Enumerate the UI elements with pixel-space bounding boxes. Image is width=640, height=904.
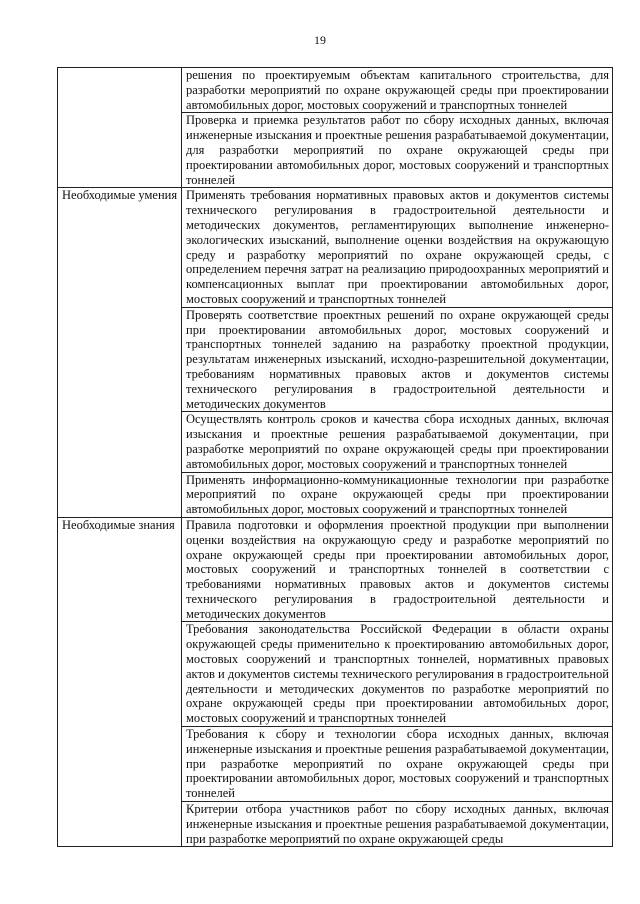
row-text: решения по проектируемым объектам капитального строительства, для разработки мероприятий по охране окружающей среды при проектировании автомобильных дорог, мостовых сооружений и транспортных тоннелей [182, 68, 613, 113]
row-label [58, 802, 182, 847]
row-text: Правила подготовки и оформления проектной продукции при выполнении оценки воздействия на окружающую среду и разработке мероприятий по охране окружающей среды при проектировании автомобильных дорог, мостовых сооружений и транспортных тоннелей в соответствии с требованиями нормативных правовых актов и документов системы технического регулирования в градостроительной деятельности и методических документов [182, 517, 613, 622]
row-text: Проверка и приемка результатов работ по сбору исходных данных, включая инженерные изыскания и проектные решения разрабатываемой документации, для разработки мероприятий по охране окружающей среды при проектировании автомобильных дорог, мостовых сооружений и транспортных тоннелей [182, 113, 613, 188]
page-number: 19 [314, 33, 326, 47]
table-row [58, 412, 613, 472]
row-label-knowledge: Необходимые знания [58, 517, 182, 622]
table-row [58, 622, 613, 727]
row-label [58, 472, 182, 517]
row-label [58, 113, 182, 188]
table-row [58, 113, 613, 188]
competency-table [57, 67, 613, 847]
row-text: Применять информационно-коммуникационные технологии при разработке мероприятий по охране окружающей среды при проектировании автомобильных дорог, мостовых сооружений и транспортных тоннелей [182, 472, 613, 517]
row-text: Критерии отбора участников работ по сбору исходных данных, включая инженерные изыскания и проектные решения разрабатываемой документации, при разработке мероприятий по охране окружающей среды [182, 802, 613, 847]
row-label [58, 68, 182, 113]
table-row [58, 472, 613, 517]
table-row [58, 727, 613, 802]
table-row [58, 802, 613, 847]
table-row [58, 68, 613, 113]
row-text: Проверять соответствие проектных решений по охране окружающей среды при проектировании автомобильных дорог, мостовых сооружений и транспортных тоннелей заданию на разработку проектной продукции, результатам инженерных изысканий, исходно-разрешительной документации, требованиям нормативных правовых актов и документов системы технического регулирования в градостроительной деятельности и методических документов [182, 307, 613, 412]
row-label [58, 727, 182, 802]
row-text: Требования законодательства Российской Федерации в области охраны окружающей среды применительно к проектированию автомобильных дорог, мостовых сооружений и транспортных тоннелей, нормативных правовых актов и документов системы технического регулирования в градостроительной деятельности и методических документов по разработке мероприятий по охране окружающей среды при проектировании автомобильных дорог, мостовых сооружений и транспортных тоннелей [182, 622, 613, 727]
row-label [58, 307, 182, 412]
row-label-skills: Необходимые умения [58, 188, 182, 307]
table-row [58, 307, 613, 412]
table-row [58, 188, 613, 307]
row-text: Требования к сбору и технологии сбора исходных данных, включая инженерные изыскания и проектные решения разрабатываемой документации, при разработке мероприятий по охране окружающей среды при проектировании автомобильных дорог, мостовых сооружений и транспортных тоннелей [182, 727, 613, 802]
row-text: Осуществлять контроль сроков и качества сбора исходных данных, включая изыскания и проектные решения разрабатываемой документации, при разработке мероприятий по охране окружающей среды при проектировании автомобильных дорог, мостовых сооружений и транспортных тоннелей [182, 412, 613, 472]
row-text: Применять требования нормативных правовых актов и документов системы технического регулирования в градостроительной деятельности и методических документов, регламентирующих выполнение инженерно-экологических изысканий, выполнение оценки воздействия на окружающую среду и разработку мероприятий по охране окружающей среды, с определением перечня затрат на реализацию природоохранных мероприятий и компенсационных выплат при проектировании автомобильных дорог, мостовых сооружений и транспортных тоннелей [182, 188, 613, 307]
row-label [58, 622, 182, 727]
table-row [58, 517, 613, 622]
row-label [58, 412, 182, 472]
